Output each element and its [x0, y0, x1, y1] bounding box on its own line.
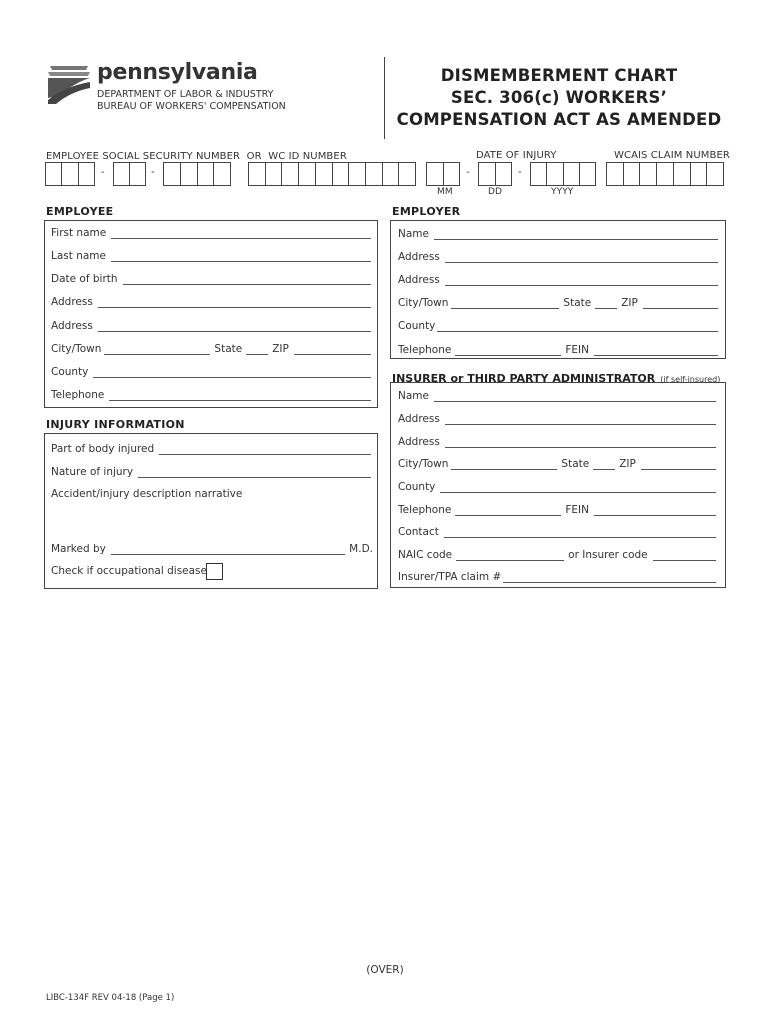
dob-label: Date of birth [51, 273, 118, 285]
employee-city-row[interactable] [51, 341, 373, 355]
first-name-label: First name [51, 227, 107, 239]
insurer-address1-row[interactable] [398, 411, 718, 425]
employer-fein-label: FEIN [565, 344, 589, 356]
wc-id-input[interactable] [248, 162, 416, 186]
narrative-textarea[interactable] [51, 503, 373, 537]
insurer-naic-label: NAIC code [398, 549, 453, 561]
wcais-claim-input[interactable] [606, 162, 724, 186]
insurer-claim-row[interactable] [398, 569, 718, 583]
insurer-telephone-label: Telephone [398, 504, 452, 516]
ssn-area-input[interactable] [45, 162, 95, 186]
zip-label: ZIP [272, 343, 289, 355]
insurer-city-row[interactable] [398, 456, 718, 470]
employer-address1-label: Address [398, 251, 440, 263]
doi-day-input[interactable] [478, 162, 512, 186]
keystone-logo-icon [46, 62, 92, 106]
last-name-label: Last name [51, 250, 106, 262]
county-label: County [51, 366, 89, 378]
ssn-group-input[interactable] [113, 162, 146, 186]
ssn-serial-input[interactable] [163, 162, 231, 186]
ssn-label: EMPLOYEE SOCIAL SECURITY NUMBER OR WC ID NUMBER [46, 151, 347, 162]
insurer-name-label: Name [398, 390, 429, 402]
insurer-address2-row[interactable] [398, 434, 718, 448]
mm-label: MM [437, 187, 453, 197]
occupational-checkbox[interactable] [206, 563, 223, 580]
employee-telephone-row[interactable] [51, 387, 373, 401]
insurer-code-label: or Insurer code [568, 549, 648, 561]
employer-address2-label: Address [398, 274, 440, 286]
doi-dash-2: - [518, 167, 522, 178]
employee-dob-row[interactable] [51, 271, 373, 285]
insurer-county-row[interactable] [398, 479, 718, 493]
ssn-dash-2: - [151, 167, 155, 178]
md-label: M.D. [349, 543, 373, 555]
employer-telephone-row[interactable] [398, 342, 720, 356]
employer-state-label: State [563, 297, 592, 309]
narrative-label: Accident/injury description narrative [51, 488, 243, 500]
employer-heading: EMPLOYER [392, 205, 461, 218]
dept-line1: DEPARTMENT OF LABOR & INDUSTRY [97, 89, 274, 100]
address1-label: Address [51, 296, 93, 308]
city-label: City/Town [51, 343, 102, 355]
employer-county-label: County [398, 320, 436, 332]
header-divider [384, 57, 385, 139]
employer-address1-row[interactable] [398, 249, 720, 263]
wcais-label: WCAIS CLAIM NUMBER [614, 150, 730, 161]
doi-month-input[interactable] [426, 162, 460, 186]
insurer-naic-row[interactable] [398, 547, 718, 561]
insurer-city-label: City/Town [398, 458, 449, 470]
telephone-label: Telephone [51, 389, 105, 401]
dd-label: DD [488, 187, 503, 197]
employer-box [390, 220, 726, 359]
doi-year-input[interactable] [530, 162, 596, 186]
nature-label: Nature of injury [51, 466, 134, 478]
insurer-address1-label: Address [398, 413, 440, 425]
insurer-county-label: County [398, 481, 436, 493]
state-name: pennsylvania [97, 60, 258, 85]
state-label: State [214, 343, 243, 355]
form-id: LIBC-134F REV 04-18 (Page 1) [46, 993, 175, 1003]
injury-body-part-row[interactable] [51, 441, 373, 455]
employee-heading: EMPLOYEE [46, 205, 114, 218]
doi-dash-1: - [466, 167, 470, 178]
insurer-heading: INSURER or THIRD PARTY ADMINISTRATOR [392, 372, 656, 385]
insurer-telephone-row[interactable] [398, 502, 718, 516]
employee-first-name-row[interactable] [51, 225, 373, 239]
employee-address2-row[interactable] [51, 318, 373, 332]
employer-name-label: Name [398, 228, 429, 240]
insurer-heading-note: (if self-insured) [660, 375, 721, 384]
occupational-label: Check if occupational disease [51, 565, 207, 577]
marked-by-label: Marked by [51, 543, 106, 555]
over-label: (OVER) [366, 964, 404, 976]
insurer-claim-label: Insurer/TPA claim # [398, 571, 502, 583]
injury-marked-by-row[interactable] [51, 541, 373, 555]
employee-last-name-row[interactable] [51, 248, 373, 262]
insurer-state-label: State [561, 458, 590, 470]
insurer-contact-label: Contact [398, 526, 439, 538]
pa-logo [46, 62, 92, 106]
body-part-label: Part of body injured [51, 443, 155, 455]
dept-line2: BUREAU OF WORKERS' COMPENSATION [97, 101, 286, 112]
insurer-zip-label: ZIP [619, 458, 636, 470]
yyyy-label: YYYY [551, 187, 574, 197]
employer-county-row[interactable] [398, 318, 720, 332]
employer-name-row[interactable] [398, 226, 720, 240]
insurer-name-row[interactable] [398, 388, 718, 402]
employee-address1-row[interactable] [51, 294, 373, 308]
employer-address2-row[interactable] [398, 272, 720, 286]
ssn-dash-1: - [101, 167, 105, 178]
form-title [386, 65, 732, 131]
employer-telephone-label: Telephone [398, 344, 452, 356]
insurer-contact-row[interactable] [398, 524, 718, 538]
title-line3: COMPENSATION ACT AS AMENDED [396, 110, 722, 129]
employee-county-row[interactable] [51, 364, 373, 378]
title-line2: SEC. 306(c) WORKERS’ [450, 88, 668, 107]
employer-zip-label: ZIP [621, 297, 638, 309]
injury-nature-row[interactable] [51, 464, 373, 478]
employer-city-row[interactable] [398, 295, 720, 309]
insurer-fein-label: FEIN [565, 504, 589, 516]
doi-label: DATE OF INJURY [476, 150, 557, 161]
injury-heading: INJURY INFORMATION [46, 418, 185, 431]
employer-city-label: City/Town [398, 297, 449, 309]
insurer-address2-label: Address [398, 436, 440, 448]
title-line1: DISMEMBERMENT CHART [440, 66, 678, 85]
address2-label: Address [51, 320, 93, 332]
